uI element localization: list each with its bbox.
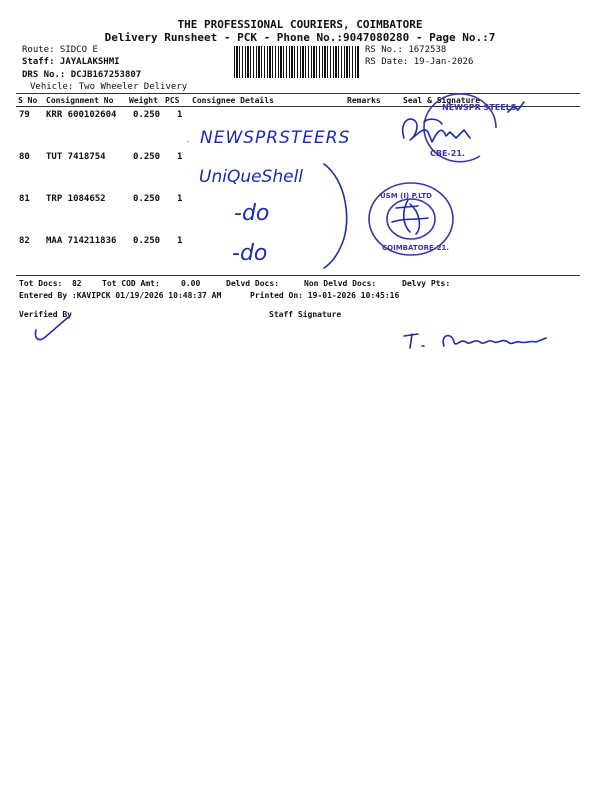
row-82-weight: 0.250 <box>133 236 161 246</box>
row-79-consignment: KRR 600102604 <box>46 110 117 120</box>
entered-by: Entered By :KAVIPCK 01/19/2026 10:48:37 AM <box>19 291 222 300</box>
company-title: THE PROFESSIONAL COURIERS, COIMBATORE <box>177 18 423 31</box>
vehicle-label: Vehicle: Two Wheeler Delivery <box>30 82 188 92</box>
col-pcs: PCS <box>165 96 180 105</box>
verified-check-mark <box>30 314 74 344</box>
handwritten-consignee-79: NEWSPRSTEERS <box>200 128 351 148</box>
handwritten-bracket <box>318 160 358 270</box>
svg-text:USM (I) P.LTD: USM (I) P.LTD <box>380 192 432 200</box>
delivery-points: Delvy Pts: <box>402 279 451 288</box>
row-81-consignment: TRP 1084652 <box>46 194 106 204</box>
col-sno: S No <box>18 96 38 105</box>
row-81-weight: 0.250 <box>133 194 161 204</box>
runsheet-subtitle: Delivery Runsheet - PCK - Phone No.:9047080280 - Page No.:7 <box>104 31 496 44</box>
handwritten-consignee-82: -do <box>232 241 268 266</box>
printed-on: Printed On: 19-01-2026 10:45:16 <box>250 291 400 300</box>
non-delivered-docs: Non Delvd Docs: <box>304 279 377 288</box>
row-82-pcs: 1 <box>177 236 183 246</box>
col-seal-signature: Seal & Signature <box>403 96 481 105</box>
drs-number: DRS No.: DCJB167253807 <box>22 70 142 80</box>
totals-rule <box>16 275 580 276</box>
route-label: Route: SIDCO E <box>22 45 98 55</box>
verified-by-label: Verified By <box>19 310 72 319</box>
col-consignment: Consignment No <box>46 96 114 105</box>
row-80-sno: 80 <box>19 152 30 162</box>
pen-mark <box>504 98 528 118</box>
signature-scribble-79 <box>398 112 498 148</box>
row-82-sno: 82 <box>19 236 30 246</box>
svg-text:CBE-21.: CBE-21. <box>430 149 465 158</box>
row-79-pcs: 1 <box>177 110 183 120</box>
rs-number: RS No.: 1672538 <box>365 45 447 55</box>
row-80-weight: 0.250 <box>133 152 161 162</box>
delivered-docs: Delvd Docs: <box>226 279 279 288</box>
total-cod-value: 0.00 <box>181 279 201 288</box>
signature-scribble-81 <box>388 198 436 238</box>
row-81-sno: 81 <box>19 194 30 204</box>
total-docs: Tot Docs: 82 <box>19 279 82 288</box>
handwritten-consignee-81: -do <box>234 201 270 226</box>
row-80-consignment: TUT 7418754 <box>46 152 106 162</box>
row-79-weight: 0.250 <box>133 110 161 120</box>
rs-date: RS Date: 19-Jan-2026 <box>365 57 474 67</box>
col-consignee: Consignee Details <box>192 96 274 105</box>
handwritten-consignee-80: UniQueShell <box>199 167 304 187</box>
svg-text:COIMBATORE-21.: COIMBATORE-21. <box>382 244 450 252</box>
svg-text:NEWSPR STEELS: NEWSPR STEELS <box>442 103 517 112</box>
col-weight: Weight <box>129 96 158 105</box>
staff-label: Staff: JAYALAKSHMI <box>22 57 120 67</box>
barcode <box>234 46 360 78</box>
row-79-dash: - <box>185 137 191 147</box>
row-79-sno: 79 <box>19 110 30 120</box>
row-80-pcs: 1 <box>177 152 183 162</box>
col-remarks: Remarks <box>347 96 381 105</box>
total-cod-label: Tot COD Amt: <box>102 279 160 288</box>
row-81-pcs: 1 <box>177 194 183 204</box>
row-82-consignment: MAA 714211836 <box>46 236 117 246</box>
staff-signature-scribble <box>400 326 556 354</box>
staff-signature-label: Staff Signature <box>269 310 342 319</box>
